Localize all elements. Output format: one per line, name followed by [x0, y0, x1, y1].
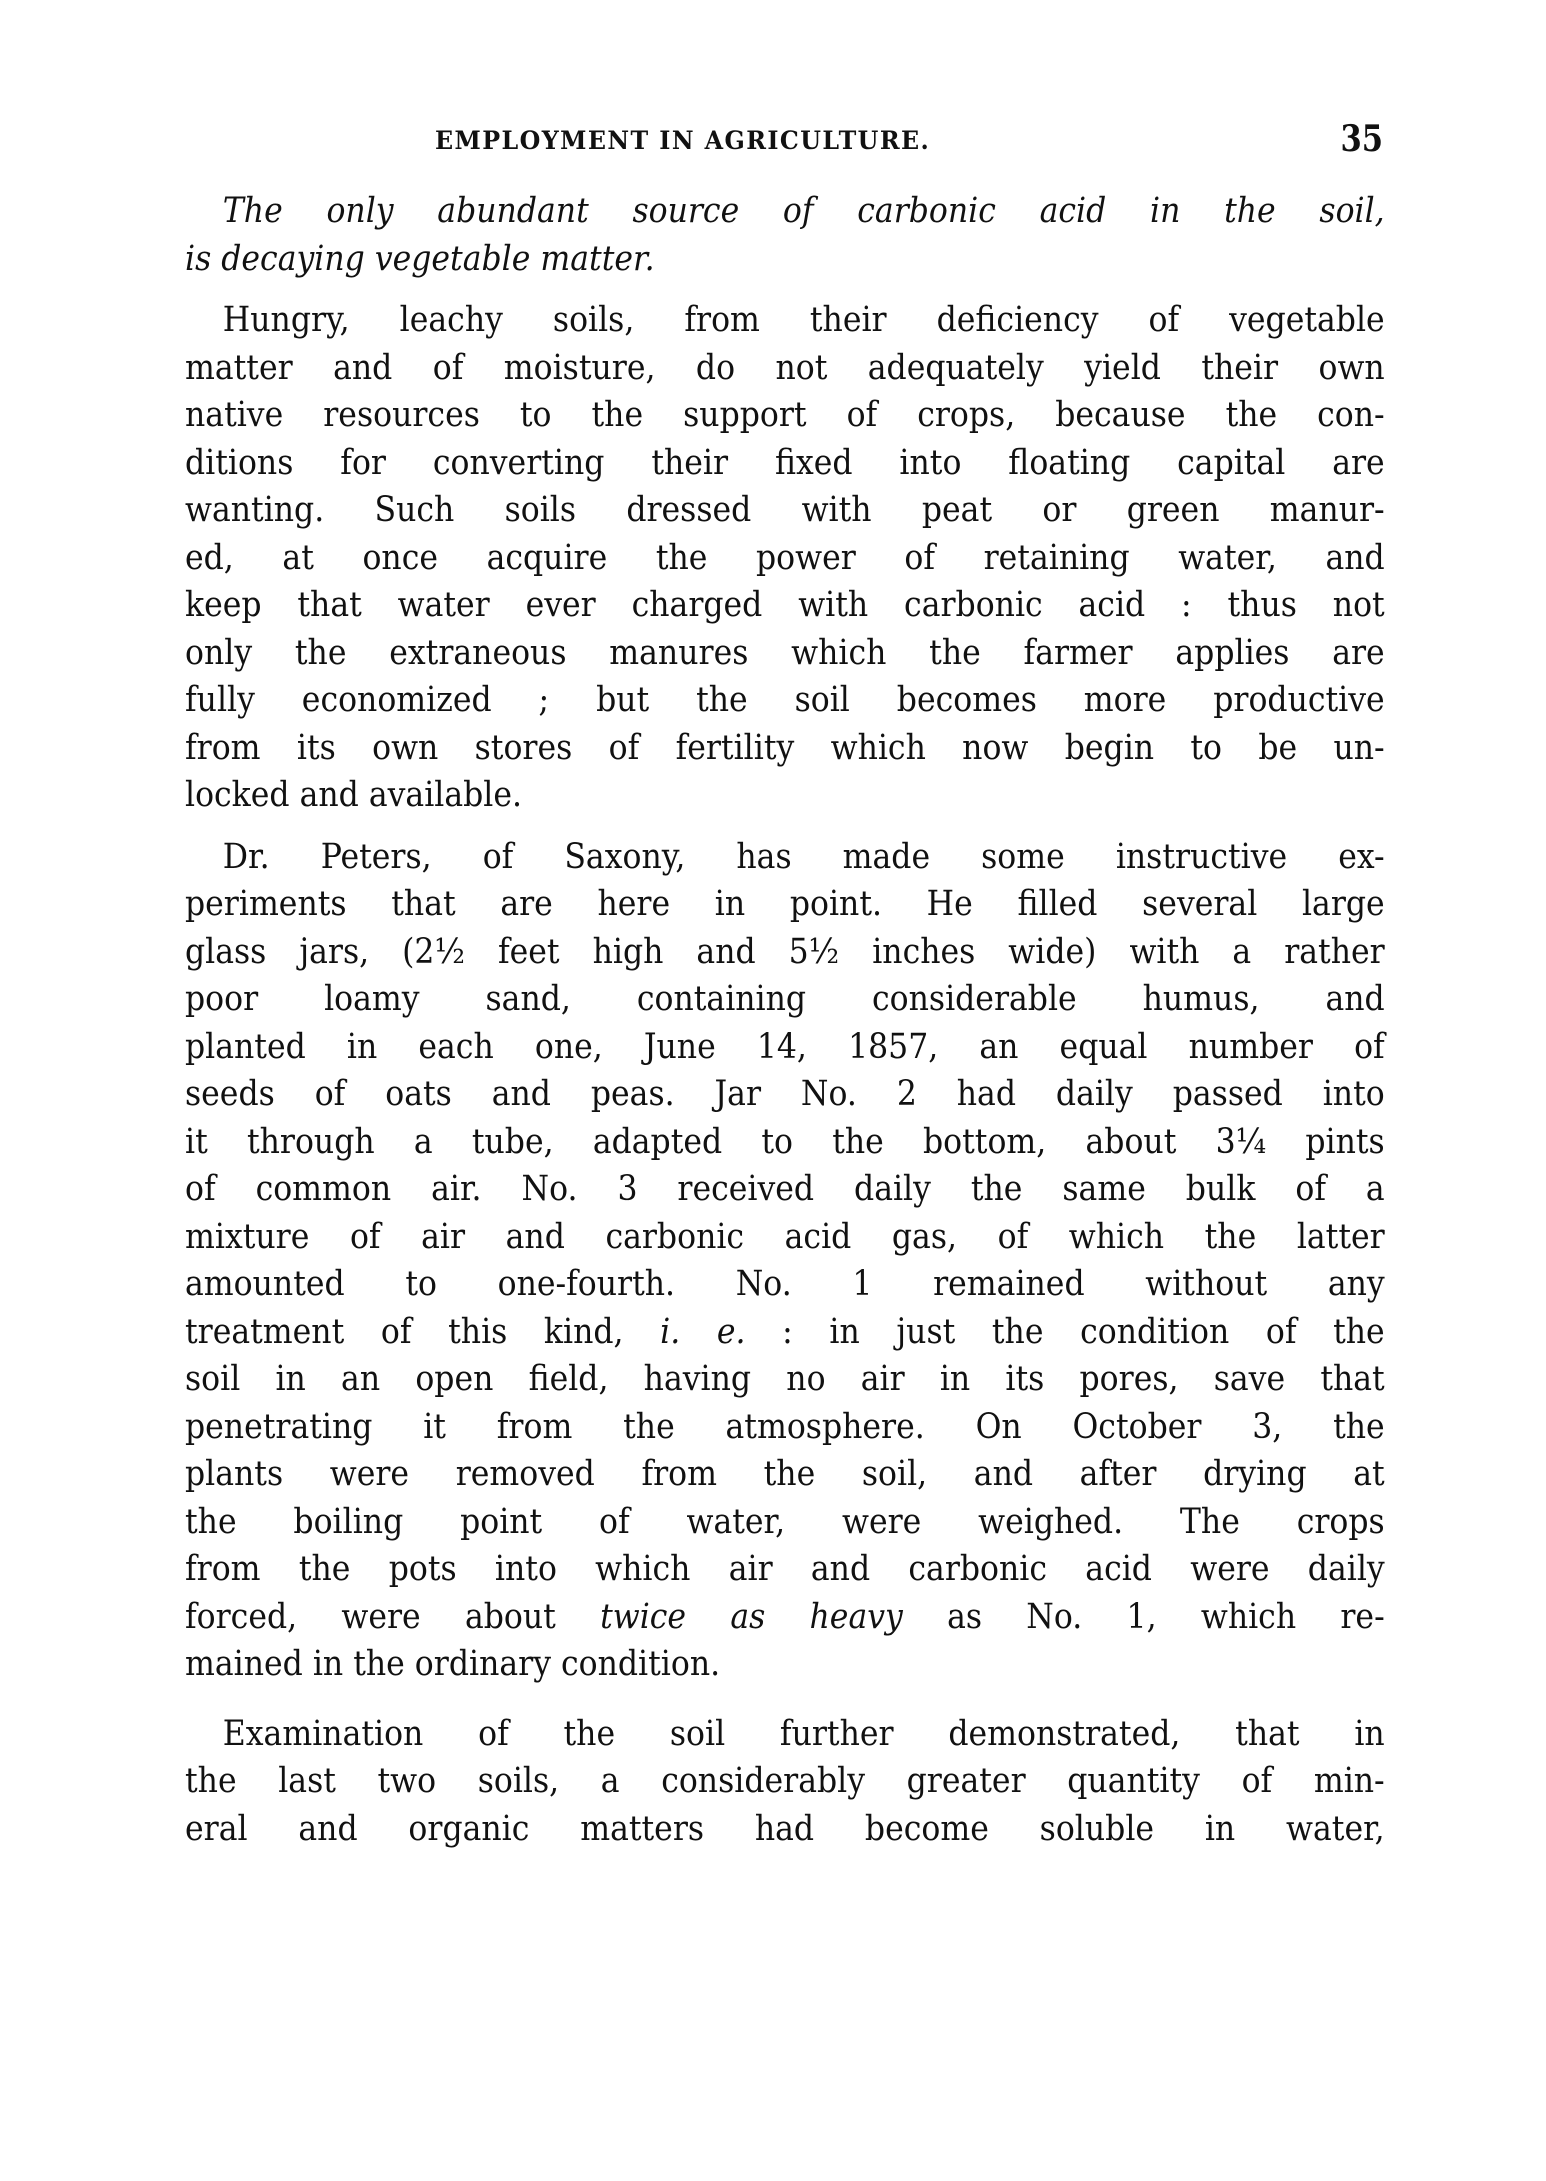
text-line: glass jars, (2½ feet high and 5½ inches wide) with a rather	[185, 931, 1385, 972]
text-line: planted in each one, June 14, 1857, an equal number of	[185, 1026, 1385, 1067]
italic-phrase: i. e.	[660, 1311, 746, 1352]
text-line: from its own stores of fertility which now begin to be un-	[185, 727, 1385, 768]
text-line: soil in an open field, having no air in its pores, save that	[185, 1359, 1385, 1399]
text-line: of common air. No. 3 received daily the same bulk of a	[185, 1169, 1385, 1209]
text-line: eral and organic matters had become soluble in water,	[185, 1808, 1385, 1849]
text-line: the boiling point of water, were weighed. The crops	[185, 1501, 1385, 1542]
italic-statement	[185, 188, 1385, 283]
text-line: the last two soils, a considerably greater quantity of min-	[185, 1761, 1385, 1801]
book-page	[185, 118, 1385, 1853]
paragraph-leachy-soils	[185, 297, 1385, 820]
text-line: it through a tube, adapted to the bottom, about 3¼ pints	[185, 1121, 1385, 1162]
running-title: EMPLOYMENT IN AGRICULTURE.	[435, 126, 931, 155]
text-line: mixture of air and carbonic acid gas, of which the latter	[185, 1216, 1385, 1257]
text-line: is decaying vegetable matter.	[185, 238, 655, 279]
text-line: ed, at once acquire the power of retaining water, and	[185, 537, 1385, 578]
text-line: The only abundant source of carbonic acid in the soil,	[222, 191, 1385, 231]
page-number: 35	[1340, 118, 1383, 160]
text-line: Hungry, leachy soils, from their deficiency of vegetable	[222, 300, 1385, 340]
text-line: locked and available.	[185, 775, 523, 815]
italic-phrase: twice as heavy	[600, 1596, 903, 1637]
text-line: treatment of this kind, i. e. : in just the condition of the	[185, 1311, 1385, 1352]
text-line: Examination of the soil further demonstrated, that in	[222, 1713, 1385, 1754]
text-line: penetrating it from the atmosphere. On October 3, the	[185, 1406, 1385, 1447]
running-header	[185, 118, 1385, 168]
text-line: ditions for converting their fixed into floating capital are	[185, 442, 1385, 483]
text-line: amounted to one-fourth. No. 1 remained without any	[185, 1264, 1385, 1304]
paragraph-soil-examination	[185, 1711, 1385, 1854]
text-line: forced, were about twice as heavy as No. 1, which re-	[185, 1596, 1385, 1637]
text-line: poor loamy sand, containing considerable humus, and	[185, 979, 1385, 1019]
text-line: periments that are here in point. He filled several large	[185, 884, 1385, 924]
text-line: keep that water ever charged with carbonic acid : thus not	[185, 585, 1385, 625]
text-line: wanting. Such soils dressed with peat or green manur-	[185, 490, 1385, 530]
text-line: plants were removed from the soil, and after drying at	[185, 1454, 1385, 1494]
text-line: seeds of oats and peas. Jar No. 2 had daily passed into	[185, 1074, 1385, 1114]
paragraph-dr-peters-experiment	[185, 834, 1385, 1689]
text-line: only the extraneous manures which the farmer applies are	[185, 632, 1385, 673]
text-line: native resources to the support of crops, because the con-	[185, 395, 1385, 435]
text-line: fully economized ; but the soil becomes more productive	[185, 680, 1385, 720]
text-line: mained in the ordinary condition.	[185, 1644, 721, 1684]
text-line: Dr. Peters, of Saxony, has made some instructive ex-	[222, 836, 1385, 877]
text-line: matter and of moisture, do not adequately yield their own	[185, 347, 1385, 388]
text-line: from the pots into which air and carbonic acid were daily	[185, 1549, 1385, 1589]
